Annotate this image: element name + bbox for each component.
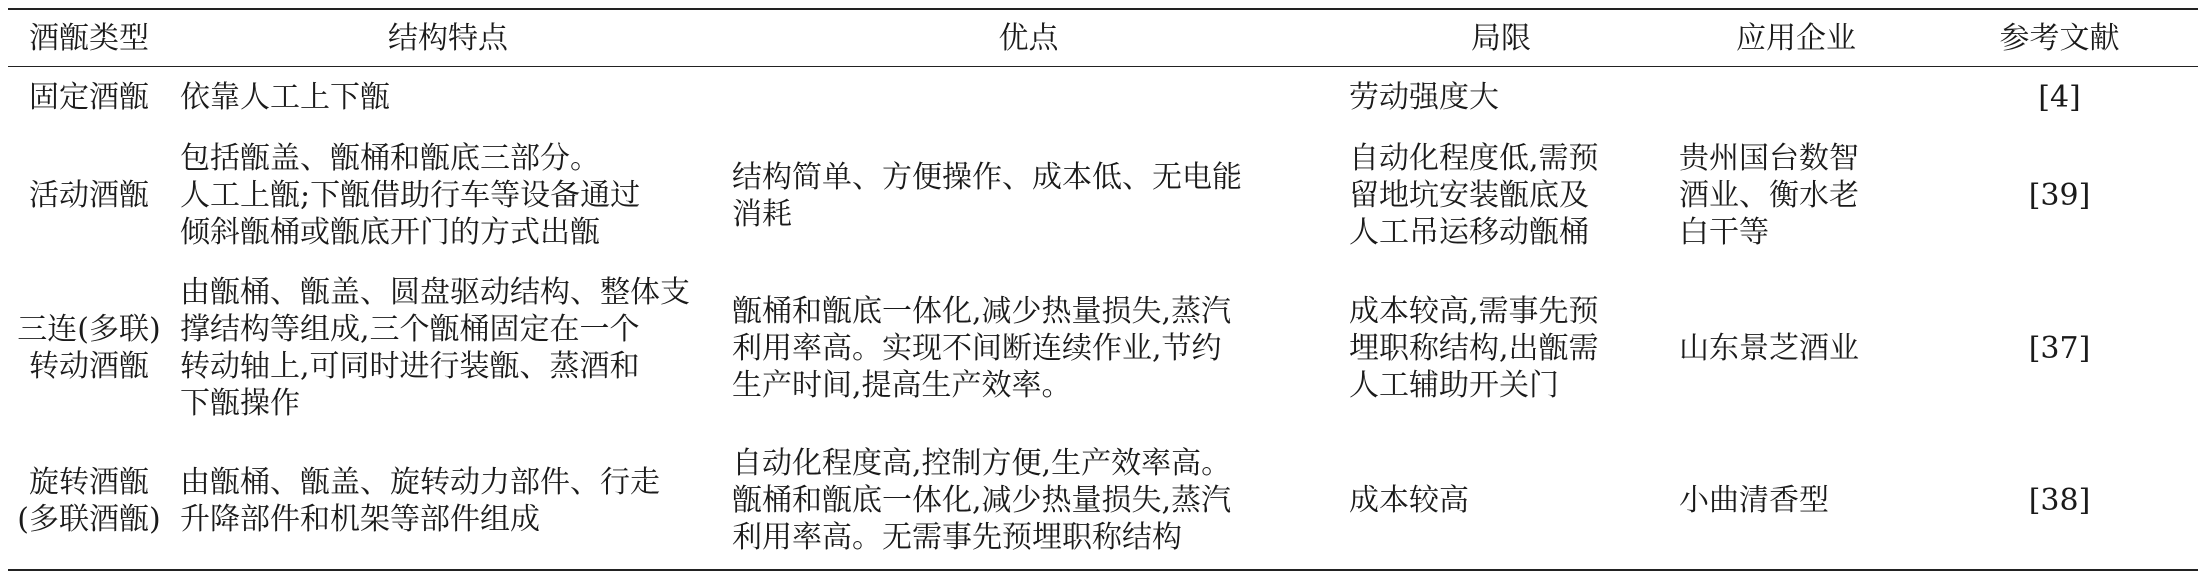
cell-text: [39] bbox=[2028, 178, 2091, 213]
cell-text: 自动化程度低,需预 留地坑安装甑底及 人工吊运移动甑桶 bbox=[1349, 141, 1599, 250]
cell-text: 自动化程度高,控制方便,生产效率高。 甑桶和甑底一体化,减少热量损失,蒸汽 利用率高。无需事先预埋职称结构 bbox=[732, 446, 1232, 555]
cell-text: 劳动强度大 bbox=[1349, 79, 1499, 115]
cell-text: 依靠人工上下甑 bbox=[180, 79, 390, 115]
header-limitations: 局限 bbox=[1471, 20, 1531, 56]
header-applications: 应用企业 bbox=[1736, 20, 1856, 56]
cell-text: 包括甑盖、甑桶和甑底三部分。 人工上甑;下甑借助行车等设备通过 倾斜甑桶或甑底开门的方式出甑 bbox=[180, 141, 641, 250]
cell-text: 旋转酒甑 (多联酒甑) bbox=[17, 464, 161, 537]
header-advantages: 优点 bbox=[998, 20, 1059, 56]
cell-text: 小曲清香型 bbox=[1679, 483, 1829, 518]
header-references: 参考文献 bbox=[1999, 20, 2120, 56]
cell-limitations bbox=[1331, 67, 1671, 128]
cell-structure bbox=[170, 432, 726, 570]
cell-reference bbox=[1921, 67, 2198, 128]
cell-text: [4] bbox=[2038, 79, 2081, 115]
cell-applications bbox=[1671, 432, 1921, 570]
cell-text: 山东景芝酒业 bbox=[1679, 330, 1859, 366]
cell-text: 结构简单、方便操作、成本低、无电能 消耗 bbox=[732, 159, 1242, 232]
cell-type bbox=[8, 127, 170, 264]
cell-structure bbox=[170, 67, 726, 128]
cell-applications bbox=[1671, 127, 1921, 264]
cell-advantages bbox=[726, 264, 1331, 432]
cell-advantages bbox=[726, 432, 1331, 570]
cell-reference bbox=[1921, 127, 2198, 264]
header-structure: 结构特点 bbox=[388, 20, 508, 56]
cell-text: 成本较高,需事先预 埋职称结构,出甑需 人工辅助开关门 bbox=[1349, 293, 1599, 403]
table-header-row bbox=[8, 9, 2198, 67]
table-row bbox=[8, 127, 2198, 264]
cell-structure bbox=[170, 264, 726, 432]
cell-limitations bbox=[1331, 432, 1671, 570]
cell-applications bbox=[1671, 264, 1921, 432]
cell-type bbox=[8, 432, 170, 570]
cell-advantages bbox=[726, 67, 1331, 128]
cell-text: 由甑桶、甑盖、旋转动力部件、行走 升降部件和机架等部件组成 bbox=[180, 464, 660, 537]
cell-text: 固定酒甑 bbox=[29, 79, 149, 115]
steamer-comparison-table bbox=[8, 8, 2198, 571]
cell-limitations bbox=[1331, 127, 1671, 264]
cell-type bbox=[8, 264, 170, 432]
cell-text: 成本较高 bbox=[1349, 483, 1469, 518]
cell-reference bbox=[1921, 432, 2198, 570]
cell-applications bbox=[1671, 67, 1921, 128]
cell-type bbox=[8, 67, 170, 128]
cell-text: 三连(多联) 转动酒甑 bbox=[17, 312, 161, 384]
cell-reference bbox=[1921, 264, 2198, 432]
cell-limitations bbox=[1331, 264, 1671, 432]
cell-text: 由甑桶、甑盖、圆盘驱动结构、整体支 撑结构等组成,三个甑桶固定在一个 转动轴上,可同时进行装甑、蒸酒和 下甑操作 bbox=[180, 275, 690, 421]
table-row bbox=[8, 264, 2198, 432]
table-row bbox=[8, 67, 2198, 128]
cell-text: 活动酒甑 bbox=[29, 178, 149, 213]
cell-text: [37] bbox=[2028, 330, 2091, 366]
cell-text: [38] bbox=[2028, 483, 2091, 518]
cell-structure bbox=[170, 127, 726, 264]
cell-advantages bbox=[726, 127, 1331, 264]
table-row bbox=[8, 432, 2198, 570]
header-steamer-type: 酒甑类型 bbox=[29, 20, 149, 56]
cell-text: 甑桶和甑底一体化,减少热量损失,蒸汽 利用率高。实现不间断连续作业,节约 生产时间,提高生产效率。 bbox=[732, 293, 1232, 403]
cell-text: 贵州国台数智 酒业、衡水老 白干等 bbox=[1679, 141, 1859, 250]
